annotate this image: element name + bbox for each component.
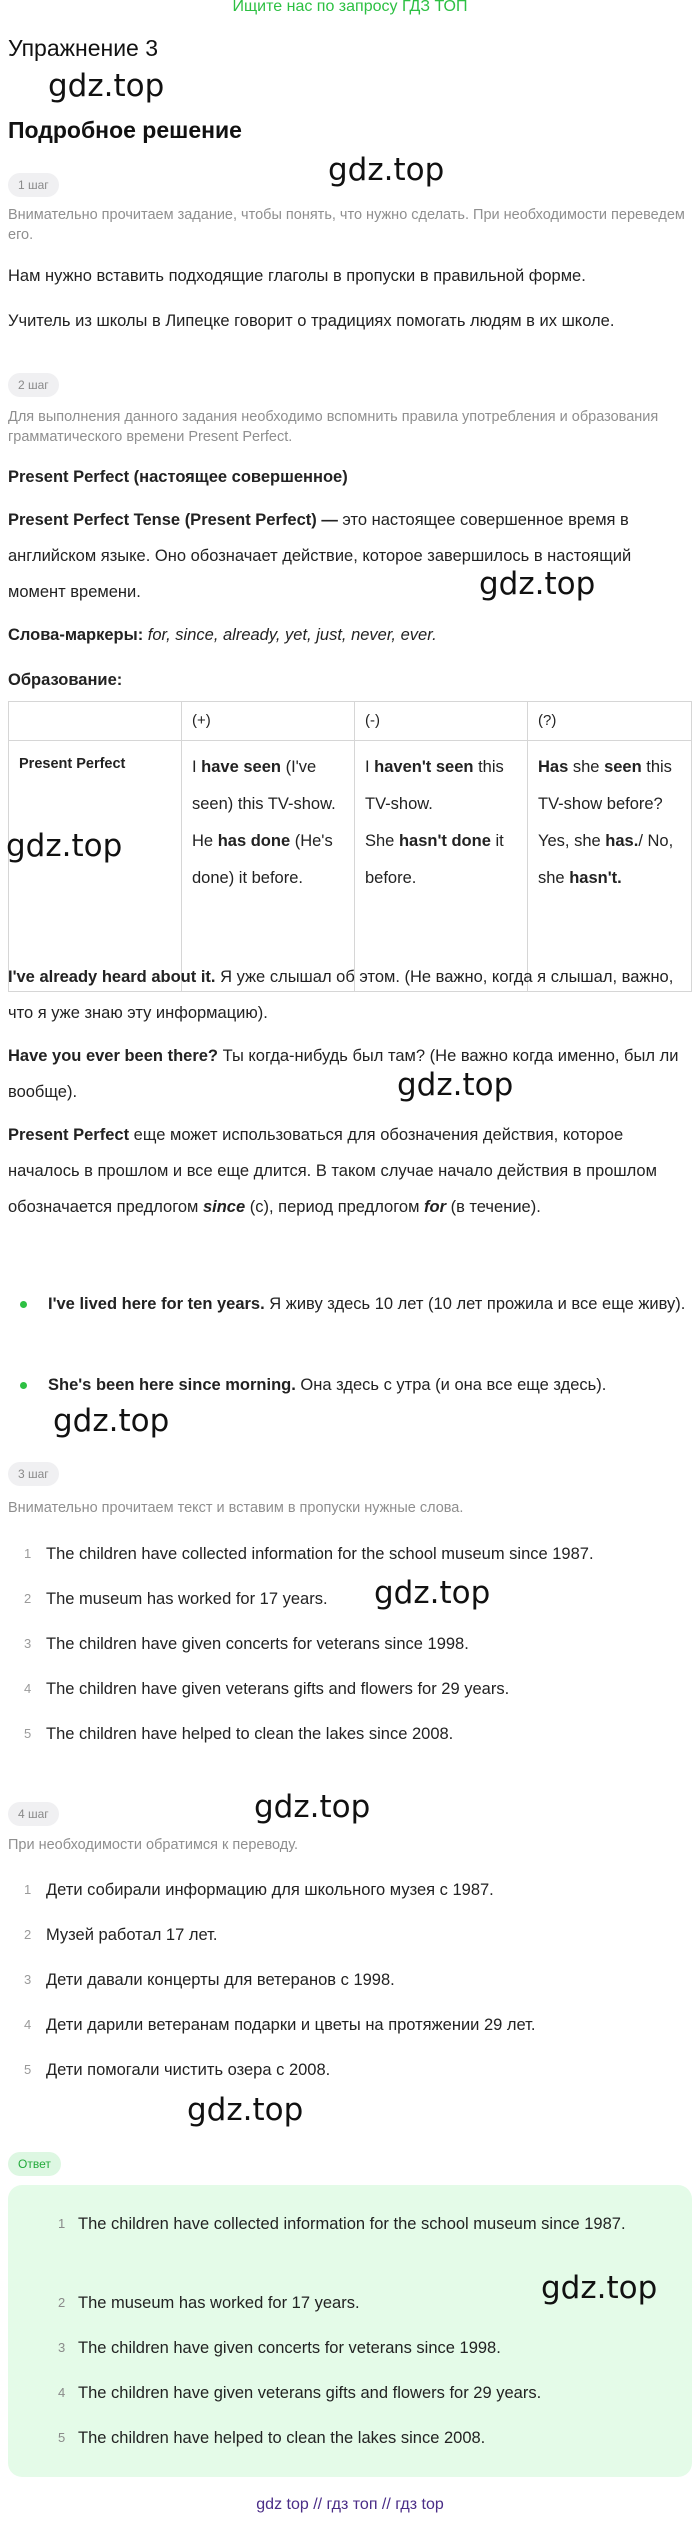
table-cell [355,741,528,992]
table-header [9,702,182,741]
step-hint: Для выполнения данного задания необходимо вспомнить правила употребления и образования грамматического времени Present Perfect. [8,409,659,445]
formation-label: Образование: [8,671,123,689]
watermark: gdz.top [397,1067,514,1103]
top-search-link[interactable]: Ищите нас по запросу ГДЗ ТОП [232,0,468,15]
bullet-dot [20,1301,27,1308]
watermark: gdz.top [6,828,123,864]
paragraph: Нам нужно вставить подходящие глаголы в пропуски в правильной форме. [8,267,586,285]
negative-example: She hasn't done it before. [365,832,504,887]
markers-line [8,617,690,653]
step-hint: Внимательно прочитаем текст и вставим в пропуски нужные слова. [8,1500,464,1516]
question-example: Has she seen this TV-show before? [538,758,672,813]
usage-paragraph: Present Perfect еще может использоваться для обозначения действия, которое началось в прошлом и все еще длится. В таком случае начало действия в прошлом обозначается предлогом since (с), период предлогом for (в течение). [8,1126,657,1216]
table-row [9,702,692,741]
watermark: gdz.top [541,2270,658,2306]
watermark: gdz.top [187,2092,304,2128]
answer-badge: Ответ [8,2152,61,2176]
markers-list: for, since, already, yet, just, never, ever. [143,626,437,644]
watermark: gdz.top [328,152,445,188]
definition-term: Present Perfect Tense (Present Perfect) — [8,511,338,529]
table-cell: Present Perfect [9,741,182,992]
affirmative-example: I have seen (I've seen) this TV-show. [192,758,336,813]
example-sentence: I've already heard about it. Я уже слышал об этом. (Не важно, когда я слышал, важно, что я уже знаю эту информацию). [8,968,674,1022]
rule-heading: Present Perfect (настоящее совершенное) [8,468,348,486]
table-header: (+) [182,702,355,741]
watermark: gdz.top [374,1575,491,1611]
watermark: gdz.top [479,566,596,602]
table-row [9,741,692,992]
watermark: gdz.top [254,1789,371,1825]
table-cell [182,741,355,992]
list-item: I've lived here for ten years. Я живу здесь 10 лет (10 лет прожила и все еще живу). [48,1295,686,1313]
answer-example: Yes, she has./ No, she hasn't. [538,832,674,887]
paragraph: Учитель из школы в Липецке говорит о традициях помогать людям в их школе. [8,312,615,330]
step-badge: 3 шаг [8,1462,59,1486]
list-item: She's been here since morning. Она здесь с утра (и она все еще здесь). [48,1376,607,1394]
bullet-dot [20,1382,27,1389]
example-sentence: Have you ever been there? Ты когда-нибудь был там? (Не важно когда именно, был ли вообще). [8,1047,679,1101]
answer-box: 1 The children have collected information for the school museum since 1987. 2 The museum has worked for 17 years. 3 The children have given concerts for veterans since 1998. 4 The children have given veterans gifts and flowers for 29 years. 5 The children have helped to clean the lakes since 2008. [8,2185,692,2477]
step-hint: При необходимости обратимся к переводу. [8,1837,299,1853]
exercise-title: Упражнение 3 [8,35,159,61]
watermark: gdz.top [48,68,165,104]
step-badge: 1 шаг [8,173,59,197]
table-header: (?) [528,702,692,741]
step-badge: 2 шаг [8,373,59,397]
markers-label: Слова-маркеры: [8,626,144,644]
footer-links[interactable]: gdz top // гдз топ // гдз top [256,2496,444,2513]
definition-text: это настоящее совершенное время в английском языке. Оно обозначает действие, которое завершилось в настоящий момент времени. [8,511,632,601]
table-header: (-) [355,702,528,741]
negative-example: I haven't seen this TV-show. [365,758,504,813]
table-cell [528,741,692,992]
affirmative-example: He has done (He's done) it before. [192,832,333,887]
step-hint: Внимательно прочитаем задание, чтобы понять, что нужно сделать. При необходимости переведем его. [8,207,685,243]
watermark: gdz.top [53,1403,170,1439]
step-badge: 4 шаг [8,1802,59,1826]
section-title: Подробное решение [8,117,242,143]
